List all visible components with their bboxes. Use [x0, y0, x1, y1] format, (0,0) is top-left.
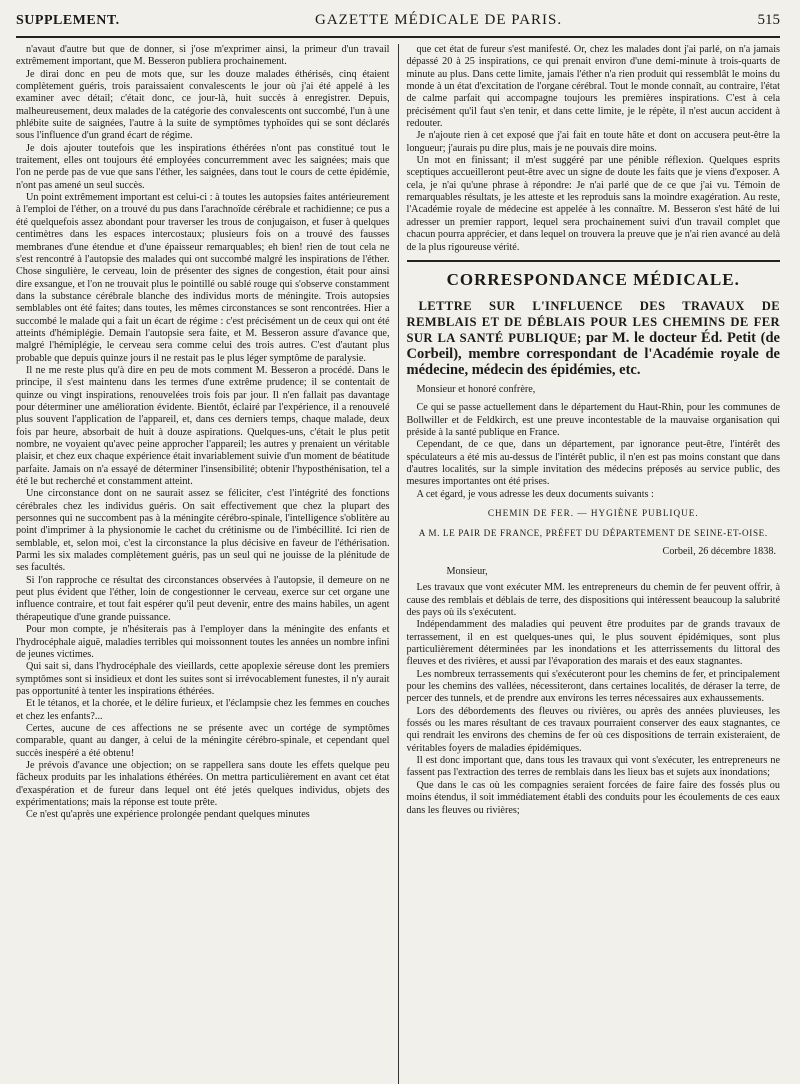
letter-heading-author: par M. le docteur Éd. Petit (de Corbeil), membre correspondant de l'Académie royale de médecine, médecin des épidémies, etc. [406, 329, 780, 378]
paragraph: n'avaut d'autre but que de donner, si j'ose m'exprimer ainsi, la primeur d'un travail extrêmement important, que M. Besseron publiera prochainement. [16, 44, 390, 68]
salutation: Monsieur, [446, 565, 488, 577]
paragraph: A cet égard, je vous adresse les deux documents suivants : [416, 488, 654, 500]
section-line: CHEMIN DE FER. — HYGIÈNE PUBLIQUE. [487, 507, 699, 518]
paragraph: Les travaux que vont exécuter MM. les entrepreneurs du chemin de fer peuvent offrir, à cause des remblais et déblais de terre, des dispositions qui intéressent beaucoup la salubrité des pays où ils s'exécutent. [406, 582, 780, 618]
article-continuation [407, 44, 781, 254]
letter-heading [407, 298, 781, 378]
paragraph: Je n'ajoute rien à cet exposé que j'ai fait en toute hâte et dont on accusera peut-être la longueur; j'aurais pu dire plus, mais je ne pouvais dire moins. [406, 130, 780, 154]
paragraph: Les nombreux terrassements qui s'exécuteront pour les chemins de fer, et principalement pour les chemins des vallées, nécessiteront, dans certaines localités, de déraser la terre, de percer des tunnels, et de prendre aux environs les terres nécessaires aux exhaussements. [406, 668, 780, 705]
correspondance-title: CORRESPONDANCE MÉDICALE. [446, 269, 740, 289]
left-column [16, 44, 399, 1084]
dateline: Corbeil, 26 décembre 1838. [662, 545, 776, 557]
paragraph: Pour mon compte, je n'hésiterais pas à l'employer dans la méningite des enfants et l'hydrocéphale aiguë, maladies terribles qui moissonnent toutes les années un nombre infini de jeunes victimes. [16, 624, 390, 660]
paragraph: Un mot en finissant; il m'est suggéré par une pénible réflexion. Quelques esprits sceptiques accueilleront peut-être avec un signe de doute les faits que je viens d'exposer. A cela, je n'ai qu'une phrase à répondre: Je n'ai parlé que de ce que j'ai vu. Témoin de remarquables résultats, je les atteste et les reproduis sans la moindre exagération. Au reste, l'Académie royale de médecine est appelée à les connaître. M. Besseron s'est hâté de lui adresser un premier rapport, lequel sera prochainement suivi d'un travail complet que chacun pourra apprécier, et dans lequel on trouvera la preuve que je n'ai rien avancé au delà de la plus rigoureuse vérité. [406, 155, 780, 253]
paragraph: Ce n'est qu'après une expérience prolongée pendant quelques minutes [26, 809, 310, 821]
paragraph: Lors des débordements des fleuves ou rivières, ou après des années pluvieuses, les fossés ou les mares résultant de ces travaux pourraient conserver des eaux stagnantes, ce qui rendrait les environs des chemins de fer où ces dispositions de terrain existeraient, de véritables foyers de maladies épidémiques. [406, 705, 780, 754]
paragraph: Un point extrêmement important est celui-ci : à toutes les autopsies faites antérieurement à l'emploi de l'éther, on a trouvé du pus dans l'arachnoïde cérébrale et rachidienne; ce pus a été quelquefois assez abondant pour traverser les trous de conjugaison, et fuser à quelques centimètres dans les espaces intercostaux; plusieurs fois on a trouvé des fausses membranes d'une étendue et d'une épaisseur remarquables; eh bien! rien de tout cela ne s'est rencontré à l'autopsie des malades qui ont succombé malgré les inspirations de l'éther. Chose singulière, le cerveau, loin de présenter des signes de congestion, était pour ainsi dire exsangue, et l'on ne trouvait plus le pointillé ou sablé rouge qui s'observe constamment dans la substance cérébrale blanche des individus morts de méningite. Trois autopsies semblables ont été faites; dans toutes, les mêmes circonstances se sont rencontrées. Hier a succombé le malade qui a fait un écart de régime : c'est précisément un de ceux qui ont été atteints d'hémiplégie. Demain l'autopsie sera faite, et M. Besseron assure d'avance que, malgré l'hémiplégie, le cerveau sera comme celui des trois autres. C'est d'autant plus probable que depuis quinze jours il ne restait pas le plus léger symptôme de paralysie. [16, 192, 390, 364]
page-header [16, 12, 780, 38]
addressee: A M. LE PAIR DE FRANCE, PRÉFET DU DÉPARTEMENT DE SEINE-ET-OISE. [418, 528, 768, 539]
paragraph: Ce qui se passe actuellement dans le département du Haut-Rhin, pour les communes de Bollwiller et de Feldkirch, est une preuve incontestable de la mauvaise organisation qui préside à la santé publique en France. [406, 402, 780, 438]
journal-title: GAZETTE MÉDICALE DE PARIS. [315, 12, 563, 28]
paragraph: Certes, aucune de ces affections ne se présente avec un cortége de symptômes comparable, quant au danger, à celui de la méningite cérébro-spinale, et cependant quel succès inespéré a été obtenu! [16, 722, 390, 759]
paragraph: Il est donc important que, dans tous les travaux qui vont s'exécuter, les entrepreneurs ne fassent pas l'extraction des terres de remblais dans les lieux bas et sujets aux inondations; [406, 755, 780, 779]
paragraph: Je prévois d'avance une objection; on se rappellera sans doute les effets quelque peu fâcheux produits par les inhalations éthérées. On mettra particulièrement en avant cet état d'exaspération et de fureur dans lequel ont été jetés quelques individus, objets des expérimentations; mais la réponse est toute prête. [16, 759, 390, 808]
page-number: 515 [757, 12, 780, 28]
paragraph: Une circonstance dont on ne saurait assez se féliciter, c'est l'intégrité des fonctions cérébrales chez les individus guéris. On sait effectivement que chez la plupart des personnes qui ne succombent pas à la méningite cérébro-spinale, l'intelligence s'oblitère au point d'imprimer à la physionomie le cachet du crétinisme ou de l'imbécillité. Ici rien de semblable, et, selon moi, c'est la circonstance la plus décisive en faveur de l'éthérisation. Parmi les six malades complètement guéris, pas un seul qui ne jouisse de la plénitude de ses facultés. [16, 488, 390, 574]
paragraph: que cet état de fureur s'est manifesté. Or, chez les malades dont j'ai parlé, on n'a jamais dépassé 20 à 25 inspirations, ce qui prenait environ d'une demi-minute à trois-quarts de minute au plus. Dans cette limite, jamais l'éther n'a rien produit qui ressemblât le moins du monde à un état d'excitation de l'organe cérébral. Tout le monde connaît, au contraire, l'état de calme parfait qui accompagne toujours les premières inspirations. C'est à cela précisément qu'il faut s'en tenir, et dans cette limite, je le répète, il n'est aucun accident à redouter. [406, 44, 780, 130]
section-label: SUPPLEMENT. [16, 13, 120, 28]
paragraph: Que dans le cas où les compagnies seraient forcées de faire faire des fossés plus ou moins étendus, il soit immédiatement établi des conduits pour les écoulements de ces eaux dans les fleuves ou rivières; [406, 779, 780, 816]
two-column-body [16, 44, 780, 1084]
letter-heading-caps: LETTRE SUR L'INFLUENCE DES TRAVAUX DE REMBLAIS ET DE DÉBLAIS POUR LES CHEMINS DE FER SUR LA SANTÉ PUBLIQUE; [406, 298, 780, 345]
paragraph: Qui sait si, dans l'hydrocéphale des vieillards, cette apoplexie séreuse dont les premiers symptômes sont si insidieux et dont les suites sont si irrévocablement funestes, il n'y aurait pas opportunité à tenter les inspirations éthérées. [16, 661, 390, 697]
paragraph: Et le tétanos, et la chorée, et le délire furieux, et l'éclampsie chez les femmes en couches et chez les enfants?... [16, 698, 390, 722]
paragraph: Il ne me reste plus qu'à dire en peu de mots comment M. Besseron a procédé. Dans le principe, il s'est maintenu dans les termes d'une extrême prudence; il se contentait de quinze ou vingt inspirations, renouvelées trois fois par jour. Il n'en fallait pas davantage pour déterminer une amélioration évidente. Bientôt, éclairé par l'expérience, il a renouvelé plus souvent l'application de l'appareil, et, dans ces derniers temps, chaque malade, deux fois par heure, absorbait de huit à douze aspirations. Quelques-uns, c'était le plus petit nombre, ne voyaient qu'avec peine approcher l'appareil; les autres y prenaient un véritable plaisir, et chez eux chaque expérience était invariablement suivie d'un moment de béatitude parfaite. Jamais on n'a essayé de déterminer l'insensibilité; obtenir l'hyposthénisation, tel a été le but recherché et constamment atteint. [16, 364, 390, 488]
paragraph: Indépendamment des maladies qui peuvent être produites par de grands travaux de terrassement, il en est quelques-unes qui, le plus souvent épidémiques, sont plus particulièrement déterminées par les inondations et les atterrissements du littoral des fleuves et des rivières, et aussi par l'évaporation des marais et des eaux stagnantes. [406, 619, 780, 668]
greeting: Monsieur et honoré confrère, [416, 383, 536, 395]
paragraph: Je dois ajouter toutefois que les inspirations éthérées n'ont pas constitué tout le traitement, elles ont toujours été employées concurremment avec les saignées; mais que l'on ne perde pas de vue que sans l'éther, les saignées, dans tout le cours de cette épidémie, n'ont pas amené un seul succès. [16, 142, 390, 191]
paragraph: Si l'on rapproche ce résultat des circonstances observées à l'autopsie, il demeure on ne peut plus évident que l'éther, loin de congestionner le cerveau, exerce sur cet organe une influence contraire, et tout fait espérer qu'il peut devenir, entre des mains habiles, un agent thérapeutique d'une grande puissance. [16, 574, 390, 623]
right-column [399, 44, 781, 1084]
paragraph: Cependant, de ce que, dans un département, par ignorance peut-être, l'intérêt des spéculateurs a été mis au-dessus de l'intérêt public, il n'en est pas moins constant que dans d'autres localités, sur la simple invitation des médecins préposés au service public, des mesures importantes ont été prises. [406, 439, 780, 488]
section-divider [407, 260, 781, 262]
paragraph: Je dirai donc en peu de mots que, sur les douze malades éthérisés, cinq étaient complètement guéris, trois paraissaient convalescents le jour où j'ai été appelé à les examiner avec détail; c'était donc, ce jour-là, huit succès à enregistrer. Depuis, malheureusement, deux malades de la catégorie des convalescents ont succombé, l'un à une phlébite suite de saignées, l'autre à la suite de symptômes typhoïdes qui se sont déclarés sous l'influence d'un grand écart de régime. [16, 68, 390, 142]
